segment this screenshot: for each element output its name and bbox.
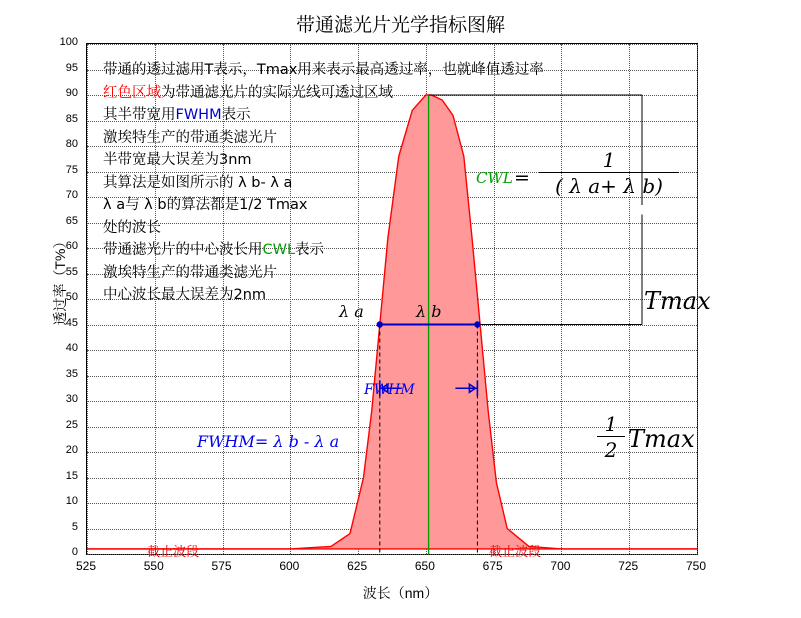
y-tick-label: 65: [65, 214, 78, 227]
annotation-note-line: [103, 216, 161, 237]
y-tick-label: 60: [65, 240, 78, 252]
annotation-note-line: [103, 193, 307, 214]
y-tick-label: 100: [59, 36, 78, 48]
y-tick-label: 20: [65, 444, 78, 456]
y-tick-label: 10: [65, 495, 78, 507]
y-tick-label: 55: [65, 265, 78, 278]
half-tmax-fraction: [597, 414, 625, 461]
annotation-text-span: 为带通滤光片的实际光线可透过区域: [161, 84, 393, 101]
cwl-equals: =: [514, 167, 530, 189]
annotation-text-span: 红色区域: [103, 84, 161, 101]
annotation-note-line: [103, 238, 324, 259]
y-tick-label: 30: [65, 393, 78, 405]
annotation-note-line: [103, 103, 251, 124]
annotation-text-span: 激埃特生产的带通类滤光片: [103, 129, 277, 146]
annotation-text-span: 带通滤光片的中心波长用: [103, 242, 263, 258]
x-tick-label: 725: [618, 559, 639, 573]
annotation-text-span: 中心波长最大误差为2nm: [103, 287, 267, 303]
y-tick-label: 5: [71, 520, 78, 533]
annotation-text-span: 半带宽最大误差为3nm: [103, 152, 252, 168]
half-tmax-numerator: 1: [604, 412, 618, 436]
annotation-note-line: [103, 148, 252, 169]
annotation-text-span: 处的波长: [103, 219, 161, 236]
y-tick-label: 75: [65, 163, 78, 176]
x-tick-label: 600: [279, 559, 300, 573]
y-tick-label: 40: [65, 342, 78, 354]
cutoff-right-label: 截止波段: [489, 544, 542, 559]
lambda-b-label: λ b: [416, 302, 442, 321]
x-tick-label: 650: [414, 559, 435, 573]
x-tick-label: 575: [211, 559, 232, 573]
annotation-text-span: λ a与 λ b的算法都是1/2 Tmax: [103, 197, 308, 213]
annotation-text-span: CWL: [262, 242, 296, 258]
annotation-note-line: [103, 126, 277, 147]
annotation-note-line: [103, 58, 544, 79]
cwl-fraction-numerator: 1: [602, 148, 616, 172]
tmax-label: Tmax: [644, 287, 711, 315]
cwl-fraction-denominator: ( λ a+ λ b): [555, 174, 663, 198]
x-tick-label: 550: [143, 559, 164, 573]
fwhm-equation: FWHM= λ b - λ a: [197, 432, 340, 451]
x-tick-label: 525: [75, 559, 97, 573]
annotation-text-span: 表示: [221, 107, 251, 123]
annotation-text-span: 激埃特生产的带通类滤光片: [103, 264, 277, 281]
y-tick-label: 35: [65, 367, 78, 380]
x-tick-label: 750: [685, 559, 707, 573]
half-tmax-label: Tmax: [628, 425, 695, 453]
y-tick-label: 85: [65, 112, 78, 125]
y-tick-label: 70: [65, 189, 78, 201]
cwl-fraction: [539, 150, 679, 197]
y-tick-label: 50: [65, 291, 78, 303]
y-tick-label: 90: [65, 87, 78, 99]
x-tick-label: 675: [482, 559, 503, 573]
half-tmax-bar: [597, 436, 625, 437]
half-tmax-denominator: 2: [604, 438, 618, 462]
annotation-text-span: FWHM: [175, 107, 222, 123]
annotation-text-span: 其半带宽用: [103, 107, 176, 123]
fwhm-marker-label: FWHM: [364, 382, 415, 398]
annotation-text-span: 其算法是如图所示的 λ b- λ a: [103, 174, 293, 191]
cwl-fraction-bar: [539, 172, 679, 173]
x-tick-label: 625: [347, 559, 368, 573]
y-tick-label: 25: [65, 418, 78, 431]
annotation-note-line: [103, 283, 266, 304]
y-tick-label: 0: [71, 546, 78, 558]
annotation-text-span: 表示: [295, 242, 325, 258]
lambda-a-label: λ a: [339, 302, 364, 321]
annotation-note-line: [103, 81, 393, 102]
annotation-note-line: [103, 261, 277, 282]
annotation-text-span: 带通的透过滤用T表示，Tmax用来表示最高透过率，也就峰值透过率: [103, 62, 544, 78]
y-tick-label: 45: [65, 316, 78, 329]
y-axis-title: 透过率（T%）: [52, 234, 68, 326]
plot-area: [86, 43, 711, 559]
y-tick-label: 15: [65, 469, 78, 482]
cutoff-left-label: 截止波段: [147, 544, 200, 559]
x-tick-label: 700: [550, 559, 571, 573]
cwl-label: CWL: [476, 169, 513, 187]
page-title: 带通滤光片光学指标图解: [295, 14, 505, 36]
annotation-note-line: [103, 171, 292, 192]
x-axis-title: 波长（nm）: [362, 585, 439, 601]
y-tick-label: 95: [65, 61, 78, 74]
y-tick-label: 80: [65, 138, 78, 150]
